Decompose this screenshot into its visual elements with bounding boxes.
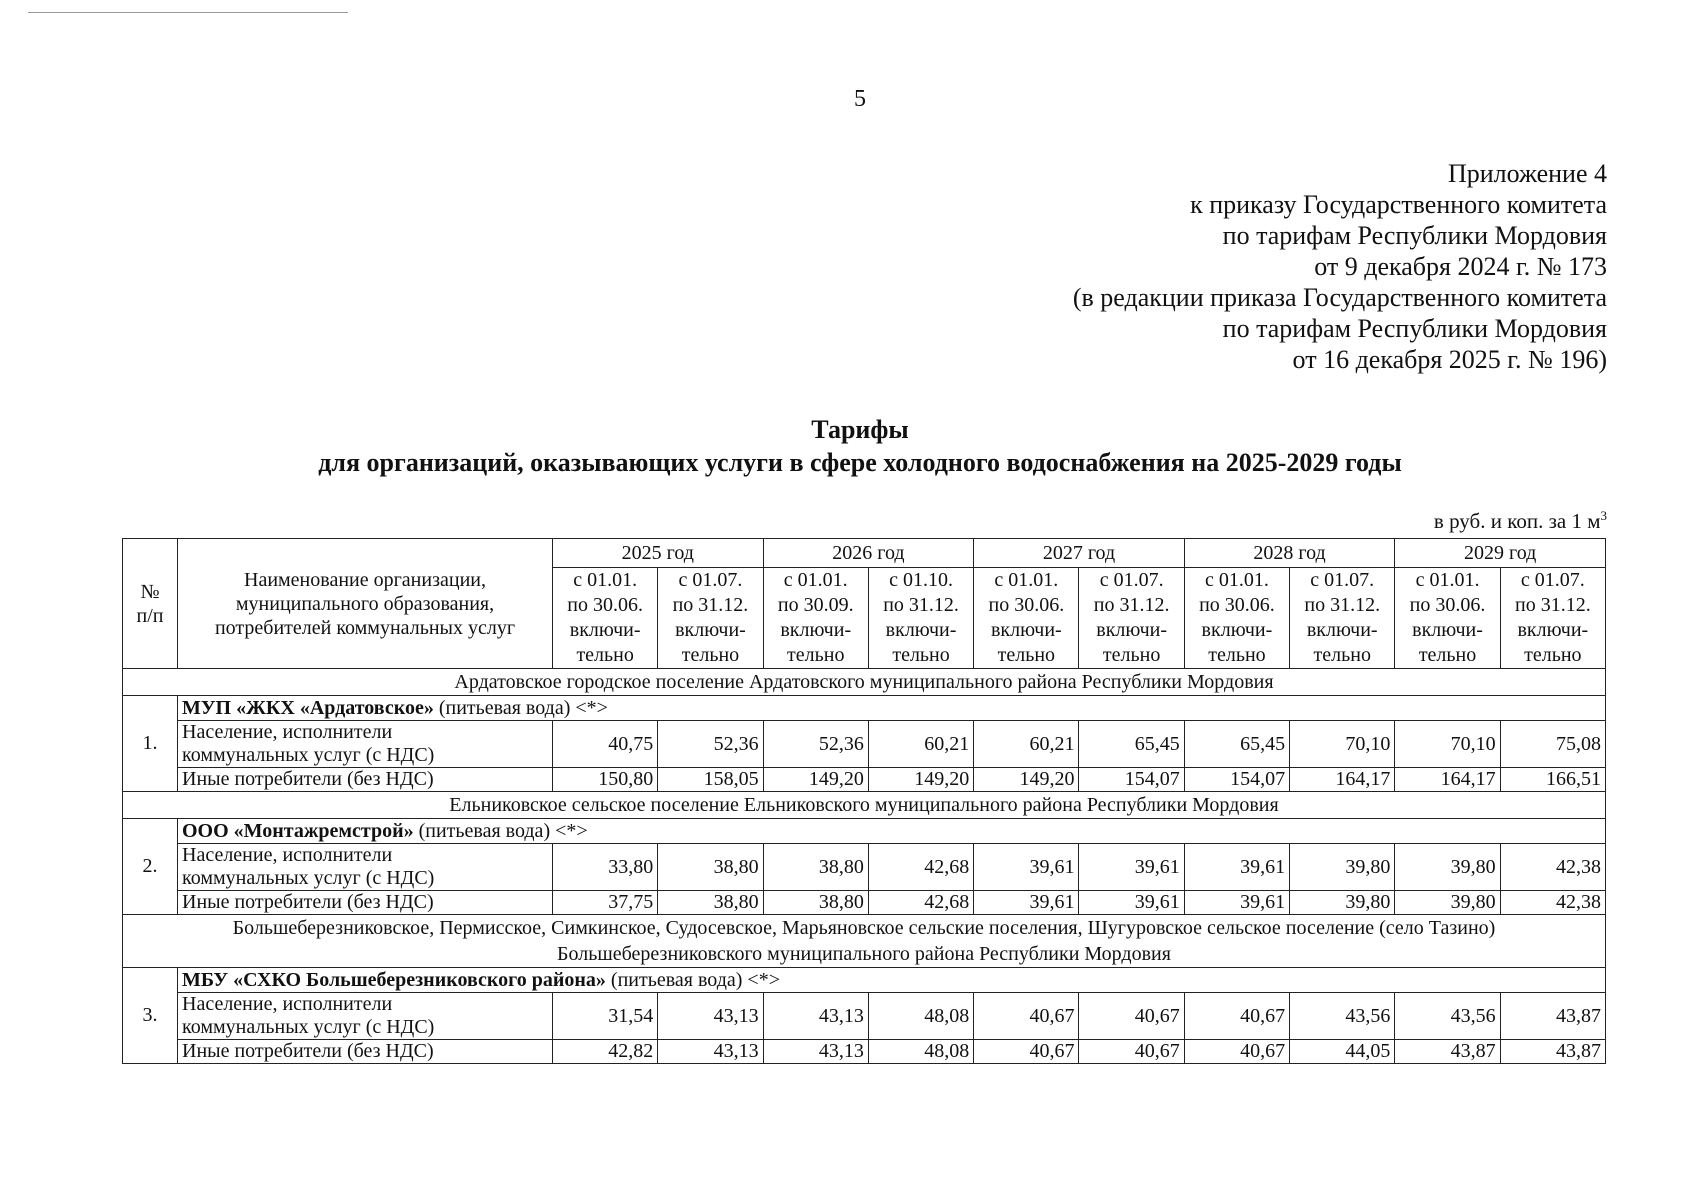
tariff-value: 65,45 (1184, 721, 1289, 768)
header-period-line: с 01.07. (1099, 569, 1164, 591)
header-period-line: по 31.12. (883, 594, 959, 616)
header-num (123, 539, 178, 669)
header-period-line: тельно (681, 644, 740, 666)
municipality-line: Ельниковское сельское поселение Ельниковского муниципального района Республики Мордовия (449, 794, 1279, 816)
title-line-2: для организаций, оказывающих услуги в сфере холодного водоснабжения на 2025-2029 годы (318, 448, 1402, 477)
area-row (123, 792, 1606, 819)
organization-name-rest: (питьевая вода) <*> (433, 697, 608, 719)
header-period (1079, 568, 1184, 669)
tariff-value: 149,20 (868, 768, 973, 792)
units-note (1434, 508, 1607, 534)
tariff-value: 37,75 (553, 891, 658, 915)
tariff-value: 149,20 (763, 768, 868, 792)
appendix-line: (в редакции приказа Государственного комитета (1072, 283, 1607, 312)
row-number: 2. (123, 819, 178, 915)
consumer-category-line: коммунальных услуг (с НДС) (182, 1016, 435, 1038)
header-period-line: с 01.01. (573, 569, 638, 591)
header-period-line: включи- (1096, 619, 1167, 641)
row-number: 1. (123, 696, 178, 792)
organization-name-rest: (питьевая вода) <*> (605, 969, 780, 991)
municipality-heading (123, 669, 1606, 696)
header-period-line: тельно (1208, 644, 1266, 666)
municipality-heading (123, 915, 1606, 968)
municipality-line: Большеберезниковского муниципального района Республики Мордовия (557, 943, 1171, 965)
tariff-value: 70,10 (1290, 721, 1395, 768)
tariff-value: 42,38 (1500, 891, 1605, 915)
header-name (178, 539, 553, 669)
organization-name (178, 819, 1606, 844)
header-period (553, 568, 658, 669)
table-row (123, 891, 1606, 915)
tariff-value: 164,17 (1395, 768, 1500, 792)
header-period-line: тельно (787, 644, 845, 666)
header-name-line: Наименование организации, (244, 568, 486, 591)
consumer-category-line: Население, исполнители (182, 993, 393, 1015)
header-period-line: тельно (576, 644, 634, 666)
tariff-value: 52,36 (763, 721, 868, 768)
header-period (1500, 568, 1605, 669)
tariff-value: 158,05 (658, 768, 763, 792)
tariff-value: 166,51 (1500, 768, 1605, 792)
header-period-line: тельно (1418, 644, 1477, 666)
consumer-category-line: коммунальных услуг (с НДС) (182, 867, 435, 889)
tariff-value: 38,80 (658, 891, 763, 915)
organization-name-bold: МБУ «СХКО Большеберезниковского района» (182, 969, 606, 991)
tariffs-table (122, 538, 1606, 1064)
header-period (1290, 568, 1395, 669)
header-period-line: с 01.01. (1204, 569, 1269, 591)
header-period-line: по 30.06. (567, 594, 643, 616)
header-period-line: включи- (990, 619, 1062, 641)
header-period-line: включи- (569, 619, 641, 641)
title-line-1: Тарифы (811, 415, 909, 444)
table-row (123, 993, 1606, 1040)
organization-name-bold: МУП «ЖКХ «Ардатовское» (182, 697, 434, 719)
header-period-line: тельно (892, 644, 950, 666)
tariff-value: 43,13 (658, 1040, 763, 1064)
header-period-line: по 31.12. (1304, 594, 1381, 616)
organization-name-rest: (питьевая вода) <*> (413, 820, 588, 842)
consumer-category (178, 993, 553, 1040)
header-year: 2025 год (553, 539, 764, 568)
municipality-heading (123, 792, 1606, 819)
row-number: 3. (123, 968, 178, 1064)
header-year: 2026 год (763, 539, 974, 568)
tariff-value: 39,61 (974, 844, 1079, 891)
tariff-value: 44,05 (1290, 1040, 1395, 1064)
municipality-line: Большеберезниковское, Пермисское, Симкинское, Судосевское, Марьяновское сельские поселения, Шугуровское сельское поселение (село Тазино) (232, 917, 1496, 939)
tariff-value: 39,61 (1079, 891, 1184, 915)
consumer-category (178, 1040, 553, 1064)
tariff-value: 42,38 (1500, 844, 1605, 891)
appendix-line: от 9 декабря 2024 г. № 173 (1314, 252, 1607, 281)
organization-name-bold: ООО «Монтажремстрой» (182, 820, 414, 842)
table-row (123, 844, 1606, 891)
tariff-value: 40,67 (1184, 1040, 1289, 1064)
tariff-value: 39,80 (1395, 891, 1500, 915)
tariff-value: 43,56 (1290, 993, 1395, 1040)
consumer-category-line: Население, исполнители (182, 844, 393, 866)
tariff-value: 149,20 (974, 768, 1079, 792)
header-period-line: по 30.06. (1199, 594, 1275, 616)
tariff-value: 39,61 (1079, 844, 1184, 891)
tariff-value: 42,68 (868, 891, 973, 915)
header-num-line: п/п (136, 604, 164, 627)
header-period-line: по 31.12. (1093, 594, 1170, 616)
header-period-line: по 30.09. (777, 594, 854, 616)
tariff-value: 43,87 (1500, 1040, 1605, 1064)
header-period-line: включи- (1306, 619, 1378, 641)
tariff-value: 38,80 (763, 844, 868, 891)
tariff-value: 60,21 (974, 721, 1079, 768)
tariff-value: 39,61 (1184, 891, 1289, 915)
appendix-line: по тарифам Республики Мордовия (1222, 221, 1607, 250)
tariff-value: 42,82 (553, 1040, 658, 1064)
tariff-value: 43,56 (1395, 993, 1500, 1040)
consumer-category (178, 891, 553, 915)
header-name-line: муниципального образования, (235, 592, 495, 615)
tariff-value: 40,67 (974, 1040, 1079, 1064)
municipality-line: Ардатовское городское поселение Ардатовского муниципального района Республики Мордовия (454, 671, 1274, 693)
tariff-value: 39,80 (1395, 844, 1500, 891)
tariff-value: 43,87 (1395, 1040, 1500, 1064)
page-number: 5 (854, 86, 866, 112)
appendix-line: к приказу Государственного комитета (1190, 190, 1607, 219)
units-text: в руб. и коп. за 1 м (1433, 509, 1601, 533)
header-period-line: включи- (885, 619, 957, 641)
consumer-category (178, 721, 553, 768)
header-period-line: тельно (1102, 644, 1161, 666)
tariff-value: 40,67 (1079, 1040, 1184, 1064)
tariff-value: 43,13 (763, 1040, 868, 1064)
organization-row (123, 968, 1606, 993)
area-row (123, 915, 1606, 968)
header-period-line: с 01.10. (889, 569, 953, 591)
organization-name (178, 696, 1606, 721)
tariff-value: 43,13 (763, 993, 868, 1040)
consumer-category (178, 844, 553, 891)
header-period (974, 568, 1079, 669)
appendix-line: от 16 декабря 2025 г. № 196) (1292, 345, 1607, 374)
header-period-line: включи- (1517, 619, 1589, 641)
tariff-value: 39,80 (1290, 891, 1395, 915)
document-title (0, 413, 1685, 479)
appendix-line: по тарифам Республики Мордовия (1222, 314, 1607, 343)
tariff-value: 70,10 (1395, 721, 1500, 768)
tariff-value: 39,80 (1290, 844, 1395, 891)
header-period (1184, 568, 1289, 669)
header-period-line: тельно (1313, 644, 1371, 666)
tariff-value: 39,61 (974, 891, 1079, 915)
header-period-line: с 01.07. (1520, 569, 1585, 591)
header-name-line: потребителей коммунальных услуг (214, 616, 516, 639)
tariff-value: 33,80 (553, 844, 658, 891)
header-period-line: включи- (1201, 619, 1273, 641)
header-period (763, 568, 868, 669)
header-period-line: тельно (997, 644, 1056, 666)
tariff-value: 39,61 (1184, 844, 1289, 891)
header-period-line: с 01.01. (1415, 569, 1480, 591)
table-row (123, 768, 1606, 792)
header-period-line: по 31.12. (672, 594, 749, 616)
header-period (658, 568, 763, 669)
header-period-line: с 01.01. (994, 569, 1059, 591)
header-period (868, 568, 973, 669)
organization-row (123, 819, 1606, 844)
tariff-value: 75,08 (1500, 721, 1605, 768)
appendix-block (907, 158, 1607, 375)
tariff-value: 40,67 (1079, 993, 1184, 1040)
tariff-value: 164,17 (1290, 768, 1395, 792)
consumer-category (178, 768, 553, 792)
header-period-line: с 01.07. (678, 569, 743, 591)
header-period-line: с 01.07. (1310, 569, 1375, 591)
header-year: 2027 год (974, 539, 1185, 568)
tariff-value: 31,54 (553, 993, 658, 1040)
tariff-value: 43,13 (658, 993, 763, 1040)
consumer-category-line: Население, исполнители (182, 721, 393, 743)
header-year: 2028 год (1184, 539, 1395, 568)
appendix-line: Приложение 4 (1447, 159, 1607, 188)
tariff-value: 48,08 (868, 993, 973, 1040)
units-sup: 3 (1600, 508, 1607, 523)
header-period-line: по 30.06. (1409, 594, 1486, 616)
tariff-value: 154,07 (1184, 768, 1289, 792)
tariff-value: 38,80 (658, 844, 763, 891)
tariff-value: 48,08 (868, 1040, 973, 1064)
header-num-line: № (140, 580, 160, 603)
header-period-line: с 01.01. (783, 569, 848, 591)
tariff-value: 60,21 (868, 721, 973, 768)
tariff-value: 40,75 (553, 721, 658, 768)
header-period-line: по 30.06. (988, 594, 1065, 616)
tariff-value: 52,36 (658, 721, 763, 768)
header-period (1395, 568, 1500, 669)
consumer-category-line: коммунальных услуг (с НДС) (182, 744, 435, 766)
header-period-line: по 31.12. (1514, 594, 1591, 616)
header-period-line: тельно (1524, 644, 1582, 666)
tariff-value: 40,67 (1184, 993, 1289, 1040)
tariff-value: 154,07 (1079, 768, 1184, 792)
header-period-line: включи- (780, 619, 852, 641)
consumer-category-line: Иные потребители (без НДС) (182, 891, 434, 913)
table-row (123, 1040, 1606, 1064)
tariff-value: 65,45 (1079, 721, 1184, 768)
consumer-category-line: Иные потребители (без НДС) (182, 768, 434, 790)
scan-edge-line (28, 12, 348, 13)
organization-row (123, 696, 1606, 721)
header-period-line: включи- (675, 619, 746, 641)
organization-name (178, 968, 1606, 993)
tariff-value: 38,80 (763, 891, 868, 915)
tariff-value: 150,80 (553, 768, 658, 792)
table-row (123, 721, 1606, 768)
consumer-category-line: Иные потребители (без НДС) (182, 1040, 434, 1062)
tariff-value: 40,67 (974, 993, 1079, 1040)
header-period-line: включи- (1412, 619, 1483, 641)
tariff-value: 43,87 (1500, 993, 1605, 1040)
header-year: 2029 год (1395, 539, 1606, 568)
area-row (123, 669, 1606, 696)
tariff-value: 42,68 (868, 844, 973, 891)
